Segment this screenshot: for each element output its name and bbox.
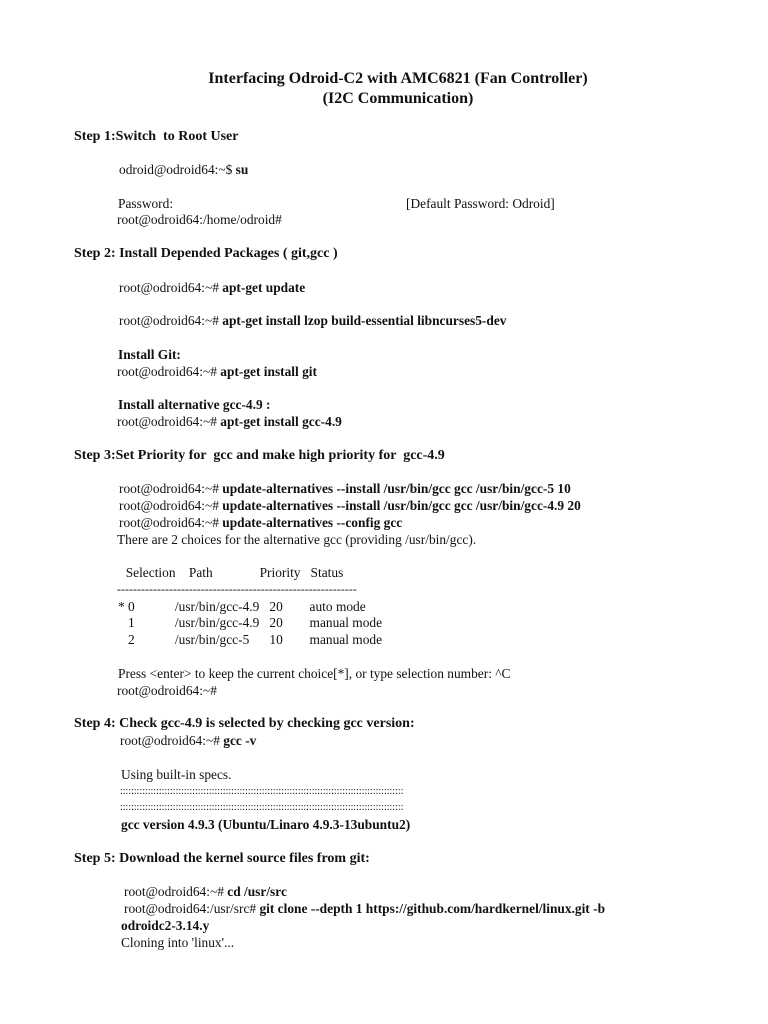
step2-command-line [119,312,506,329]
install-gcc-label: Install alternative gcc-4.9 : [118,397,271,412]
table-header: Selection Path Priority Status [119,565,344,580]
shell-prompt: root@odroid64:~# [119,515,223,530]
shell-command: cd /usr/src [227,884,287,899]
shell-prompt: root@odroid64:~# [120,733,224,748]
install-git-label: Install Git: [118,347,181,362]
root-prompt: root@odroid64:~# [117,683,217,698]
specs-text: Using built-in specs. [121,767,232,782]
shell-prompt: root@odroid64:~# [119,498,223,513]
step5-command-line [124,883,287,900]
step1-heading: Step 1:Switch to Root User [74,129,239,144]
table-separator: ------------------------------------------------------------ [117,582,357,596]
shell-command: apt-get install git [220,364,317,379]
step5-command-line [124,900,605,917]
shell-prompt: odroid@odroid64:~$ [119,162,236,177]
document-title-line1: Interfacing Odroid-C2 with AMC6821 (Fan Controller) [208,70,588,87]
table-row: * 0 /usr/bin/gcc-4.9 20 auto mode [118,599,366,614]
ellipsis-colons: :::::::::::::::::::::::::::::::::::::::::::::::::::::::::::::::::::::::::::::::::::::::::::::::::::::: [120,786,404,797]
press-enter-text: Press <enter> to keep the current choice[*], or type selection number: ^C [118,666,511,681]
password-label: Password: [118,196,174,211]
shell-command: apt-get install lzop build-essential libncurses5-dev [222,313,507,328]
shell-prompt: root@odroid64:/usr/src# [124,901,260,916]
shell-command: gcc -v [223,733,257,748]
step3-command-line [119,497,581,514]
step2-command-line [119,279,305,296]
shell-prompt: root@odroid64:~# [117,364,221,379]
shell-command: update-alternatives --config gcc [222,515,403,530]
shell-command: apt-get update [222,280,306,295]
step2-heading: Step 2: Install Depended Packages ( git,gcc ) [74,246,338,261]
shell-prompt: root@odroid64:~# [119,481,223,496]
shell-command-continuation: odroidc2-3.14.y [121,918,210,933]
step5-heading: Step 5: Download the kernel source files from git: [74,851,370,866]
shell-command: apt-get install gcc-4.9 [220,414,342,429]
root-prompt: root@odroid64:/home/odroid# [117,212,282,227]
step3-command-line [119,480,571,497]
cloning-text: Cloning into 'linux'... [121,935,235,950]
table-row: 1 /usr/bin/gcc-4.9 20 manual mode [118,615,383,630]
shell-command: update-alternatives --install /usr/bin/gcc gcc /usr/bin/gcc-4.9 20 [222,498,581,513]
shell-command: su [235,162,249,177]
shell-command: update-alternatives --install /usr/bin/gcc gcc /usr/bin/gcc-5 10 [222,481,571,496]
shell-prompt: root@odroid64:~# [119,313,223,328]
step4-heading: Step 4: Check gcc-4.9 is selected by checking gcc version: [74,716,415,731]
choices-text: There are 2 choices for the alternative gcc (providing /usr/bin/gcc). [117,532,477,547]
step1-command-line [119,161,248,178]
step2-command-line [117,413,342,430]
shell-prompt: root@odroid64:~# [124,884,228,899]
shell-command: git clone --depth 1 https://github.com/hardkernel/linux.git -b [259,901,606,916]
ellipsis-colons: :::::::::::::::::::::::::::::::::::::::::::::::::::::::::::::::::::::::::::::::::::::::::::::::::::::: [120,802,404,813]
step3-command-line [119,514,402,531]
step3-heading: Step 3:Set Priority for gcc and make high priority for gcc-4.9 [74,448,445,463]
shell-prompt: root@odroid64:~# [117,414,221,429]
table-row: 2 /usr/bin/gcc-5 10 manual mode [118,632,383,647]
step4-command-line [120,732,256,749]
password-note: [Default Password: Odroid] [406,196,555,211]
shell-prompt: root@odroid64:~# [119,280,223,295]
gcc-version-text: gcc version 4.9.3 (Ubuntu/Linaro 4.9.3-13ubuntu2) [121,817,411,832]
step2-command-line [117,363,317,380]
document-title-line2: (I2C Communication) [322,90,474,107]
